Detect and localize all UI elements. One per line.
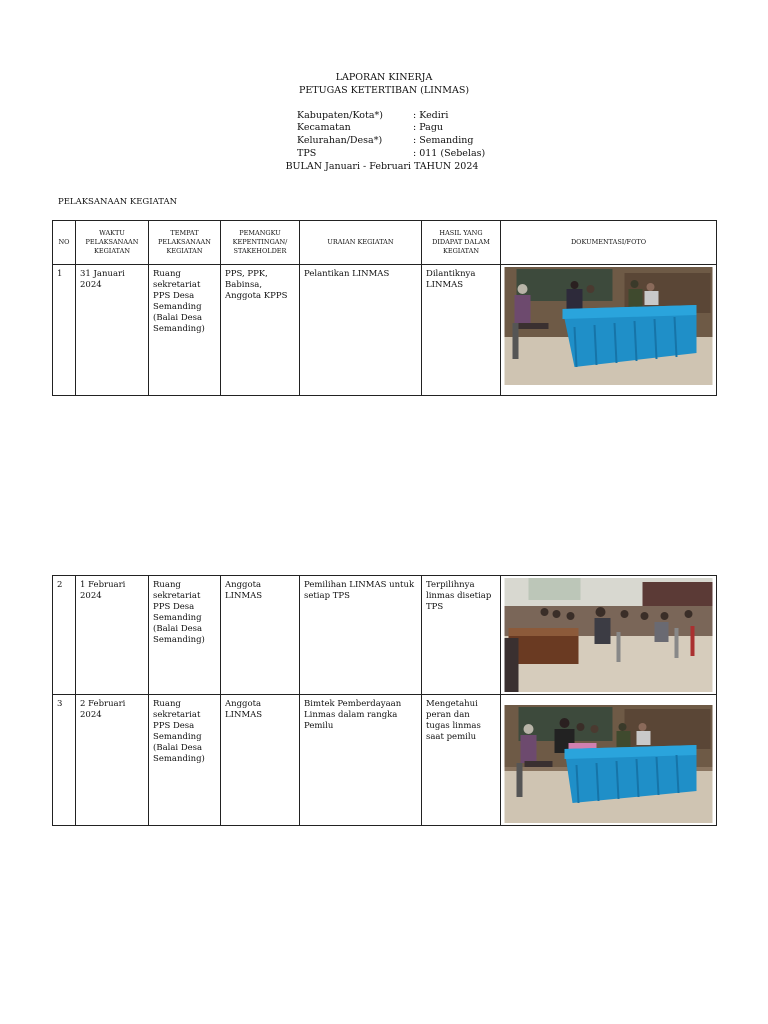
- cell-waktu: 31 Januari 2024: [76, 265, 149, 396]
- cell-waktu: 1 Februari 2024: [76, 576, 149, 695]
- report-period: BULAN Januari - Februari TAHUN 2024: [285, 161, 479, 172]
- cell-hasil: Dilantiknya LINMAS: [422, 265, 501, 396]
- cell-hasil: Mengetahui peran dan tugas linmas saat pemilu: [422, 695, 501, 826]
- activity-table-page-1: [52, 220, 717, 396]
- table-row: [53, 265, 717, 396]
- cell-uraian: Pemilihan LINMAS untuk setiap TPS: [300, 576, 422, 695]
- activity-table-page-2: [52, 575, 717, 826]
- cell-tempat: Ruang sekretariat PPS Desa Semanding (Balai Desa Semanding): [149, 265, 221, 396]
- col-header-dokumentasi: DOKUMENTASI/FOTO: [501, 221, 717, 265]
- meta-value: : Semanding: [413, 135, 474, 146]
- col-header-tempat: TEMPAT PELAKSANAAN KEGIATAN: [149, 221, 221, 265]
- report-title: LAPORAN KINERJA: [335, 72, 433, 83]
- section-title: PELAKSANAAN KEGIATAN: [58, 197, 178, 207]
- cell-hasil: Terpilihnya linmas disetiap TPS: [422, 576, 501, 695]
- table-header-row: [53, 221, 717, 265]
- cell-no: 1: [53, 265, 76, 396]
- cell-pemangku: Anggota LINMAS: [221, 695, 300, 826]
- cell-uraian: Bimtek Pemberdayaan Linmas dalam rangka Pemilu: [300, 695, 422, 826]
- activity-photo: [504, 705, 713, 823]
- meta-row-kelurahan: [297, 135, 473, 146]
- cell-photo: [501, 695, 717, 826]
- table-row: [53, 576, 717, 695]
- meta-label: TPS: [297, 148, 317, 159]
- col-header-pemangku: PEMANGKU KEPENTINGAN/ STAKEHOLDER: [221, 221, 300, 265]
- meta-value: : 011 (Sebelas): [413, 148, 486, 159]
- col-header-uraian: URAIAN KEGIATAN: [300, 221, 422, 265]
- meta-value: : Pagu: [413, 122, 444, 133]
- activity-photo: [504, 578, 713, 692]
- meta-label: Kecamatan: [297, 122, 351, 133]
- cell-pemangku: PPS, PPK, Babinsa, Anggota KPPS: [221, 265, 300, 396]
- col-header-hasil: HASIL YANG DIDAPAT DALAM KEGIATAN: [422, 221, 501, 265]
- cell-tempat: Ruang sekretariat PPS Desa Semanding (Balai Desa Semanding): [149, 576, 221, 695]
- cell-tempat: Ruang sekretariat PPS Desa Semanding (Balai Desa Semanding): [149, 695, 221, 826]
- meta-row-kabupaten: [297, 110, 448, 121]
- cell-waktu: 2 Februari 2024: [76, 695, 149, 826]
- cell-photo: [501, 576, 717, 695]
- cell-photo: [501, 265, 717, 396]
- cell-uraian: Pelantikan LINMAS: [300, 265, 422, 396]
- meta-row-tps: [297, 148, 485, 159]
- meta-label: Kelurahan/Desa*): [297, 135, 383, 146]
- report-subtitle: PETUGAS KETERTIBAN (LINMAS): [298, 85, 470, 96]
- meta-row-kecamatan: [297, 122, 443, 133]
- table-row: [53, 695, 717, 826]
- cell-pemangku: Anggota LINMAS: [221, 576, 300, 695]
- meta-label: Kabupaten/Kota*): [297, 110, 383, 121]
- cell-no: 3: [53, 695, 76, 826]
- meta-value: : Kediri: [413, 110, 449, 121]
- col-header-waktu: WAKTU PELAKSANAAN KEGIATAN: [76, 221, 149, 265]
- cell-no: 2: [53, 576, 76, 695]
- col-header-no: NO: [53, 221, 76, 265]
- activity-photo: [504, 267, 713, 385]
